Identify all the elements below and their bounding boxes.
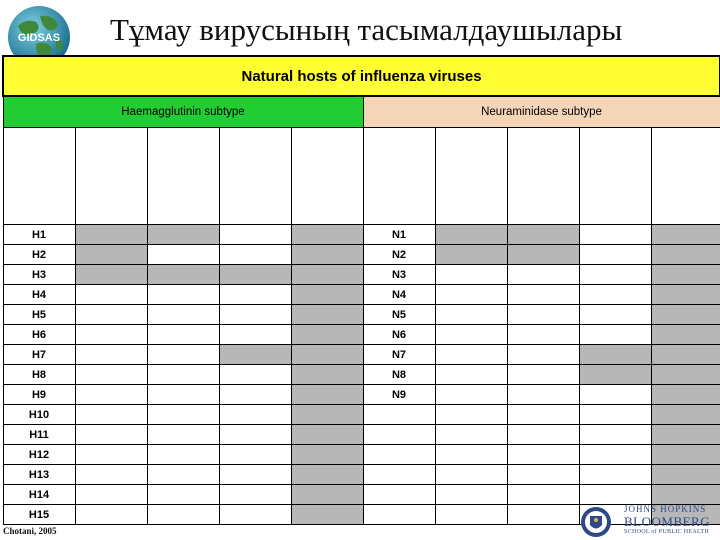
hosts-table bbox=[2, 55, 720, 525]
ha-host-cell bbox=[291, 365, 363, 385]
na-host-cell bbox=[435, 225, 507, 245]
na-host-cell bbox=[579, 485, 651, 505]
na-subtype-label: N7 bbox=[363, 345, 435, 365]
ha-host-cell bbox=[219, 245, 291, 265]
na-subtype-label: N6 bbox=[363, 325, 435, 345]
na-host-cell bbox=[435, 485, 507, 505]
seal-icon bbox=[576, 505, 620, 540]
host-label-cell bbox=[3, 128, 75, 225]
slide-title: Тұмау вирусының тасымалдаушылары bbox=[110, 12, 623, 47]
na-subtype-label bbox=[363, 485, 435, 505]
na-subtype-label: N1 bbox=[363, 225, 435, 245]
ha-host-cell bbox=[219, 345, 291, 365]
ha-host-cell bbox=[147, 465, 219, 485]
ha-host-cell bbox=[219, 365, 291, 385]
host-image-cell bbox=[291, 128, 363, 225]
na-host-cell bbox=[579, 345, 651, 365]
host-image-cell bbox=[579, 128, 651, 225]
ha-host-cell bbox=[291, 425, 363, 445]
ha-subtype-label: H12 bbox=[3, 445, 75, 465]
ha-host-cell bbox=[219, 445, 291, 465]
logo-text: GIDSAS bbox=[17, 32, 61, 44]
table-row bbox=[3, 325, 720, 345]
na-header: Neuraminidase subtype bbox=[363, 96, 720, 128]
na-host-cell bbox=[651, 405, 720, 425]
ha-host-cell bbox=[147, 365, 219, 385]
na-host-cell bbox=[651, 265, 720, 285]
na-subtype-label: N8 bbox=[363, 365, 435, 385]
table-row bbox=[3, 285, 720, 305]
ha-host-cell bbox=[219, 425, 291, 445]
ha-host-cell bbox=[75, 405, 147, 425]
ha-host-cell bbox=[147, 505, 219, 525]
ha-host-cell bbox=[291, 465, 363, 485]
na-host-cell bbox=[435, 385, 507, 405]
ha-host-cell bbox=[75, 325, 147, 345]
na-host-cell bbox=[579, 365, 651, 385]
ha-header: Haemagglutinin subtype bbox=[3, 96, 363, 128]
ha-host-cell bbox=[147, 265, 219, 285]
table-title-row bbox=[3, 56, 720, 96]
na-host-cell bbox=[579, 405, 651, 425]
ha-subtype-label: H6 bbox=[3, 325, 75, 345]
jh-line2: BLOOMBERG bbox=[624, 514, 711, 529]
na-host-cell bbox=[579, 385, 651, 405]
na-host-cell bbox=[579, 425, 651, 445]
ha-host-cell bbox=[291, 505, 363, 525]
source-credit: Chotani, 2005 bbox=[3, 526, 57, 536]
ha-host-cell bbox=[219, 305, 291, 325]
na-host-cell bbox=[651, 445, 720, 465]
ha-host-cell bbox=[219, 385, 291, 405]
ha-subtype-label: H5 bbox=[3, 305, 75, 325]
na-subtype-label bbox=[363, 405, 435, 425]
na-host-cell bbox=[579, 465, 651, 485]
ha-host-cell bbox=[219, 485, 291, 505]
ha-subtype-label: H10 bbox=[3, 405, 75, 425]
ha-subtype-label: H9 bbox=[3, 385, 75, 405]
ha-subtype-label: H2 bbox=[3, 245, 75, 265]
ha-host-cell bbox=[75, 345, 147, 365]
ha-host-cell bbox=[75, 425, 147, 445]
ha-host-cell bbox=[147, 245, 219, 265]
ha-host-cell bbox=[147, 405, 219, 425]
na-host-cell bbox=[435, 265, 507, 285]
na-host-cell bbox=[651, 485, 720, 505]
na-host-cell bbox=[435, 305, 507, 325]
na-host-cell bbox=[579, 265, 651, 285]
host-image-cell bbox=[147, 128, 219, 225]
ha-subtype-label: H3 bbox=[3, 265, 75, 285]
ha-host-cell bbox=[147, 225, 219, 245]
na-host-cell bbox=[507, 245, 579, 265]
na-host-cell bbox=[507, 505, 579, 525]
ha-host-cell bbox=[219, 405, 291, 425]
ha-host-cell bbox=[75, 285, 147, 305]
na-subtype-label: N9 bbox=[363, 385, 435, 405]
ha-host-cell bbox=[75, 265, 147, 285]
ha-host-cell bbox=[147, 485, 219, 505]
table-row bbox=[3, 245, 720, 265]
na-subtype-label bbox=[363, 445, 435, 465]
ha-host-cell bbox=[147, 385, 219, 405]
na-host-cell bbox=[651, 365, 720, 385]
na-host-cell bbox=[435, 285, 507, 305]
na-host-cell bbox=[651, 245, 720, 265]
table-row bbox=[3, 265, 720, 285]
ha-subtype-label: H13 bbox=[3, 465, 75, 485]
host-image-cell bbox=[435, 128, 507, 225]
na-host-cell bbox=[507, 365, 579, 385]
ha-host-cell bbox=[75, 485, 147, 505]
subtype-header-row bbox=[3, 96, 720, 128]
ha-host-cell bbox=[291, 445, 363, 465]
ha-subtype-label: H4 bbox=[3, 285, 75, 305]
ha-host-cell bbox=[291, 405, 363, 425]
ha-host-cell bbox=[75, 225, 147, 245]
ha-host-cell bbox=[147, 425, 219, 445]
na-host-cell bbox=[507, 265, 579, 285]
ha-subtype-label: H11 bbox=[3, 425, 75, 445]
ha-host-cell bbox=[291, 385, 363, 405]
na-host-cell bbox=[507, 405, 579, 425]
table-row bbox=[3, 445, 720, 465]
ha-host-cell bbox=[147, 445, 219, 465]
table-row bbox=[3, 465, 720, 485]
ha-host-cell bbox=[219, 225, 291, 245]
ha-host-cell bbox=[219, 285, 291, 305]
ha-host-cell bbox=[291, 285, 363, 305]
table-row bbox=[3, 485, 720, 505]
ha-host-cell bbox=[75, 505, 147, 525]
na-host-cell bbox=[579, 225, 651, 245]
ha-host-cell bbox=[219, 325, 291, 345]
ha-host-cell bbox=[291, 325, 363, 345]
ha-host-cell bbox=[291, 305, 363, 325]
host-label-cell bbox=[363, 128, 435, 225]
ha-host-cell bbox=[75, 445, 147, 465]
ha-host-cell bbox=[75, 465, 147, 485]
table-row bbox=[3, 365, 720, 385]
na-subtype-label: N3 bbox=[363, 265, 435, 285]
host-image-cell bbox=[507, 128, 579, 225]
host-image-cell bbox=[219, 128, 291, 225]
na-host-cell bbox=[435, 345, 507, 365]
na-host-cell bbox=[651, 285, 720, 305]
na-host-cell bbox=[507, 305, 579, 325]
na-host-cell bbox=[507, 225, 579, 245]
na-host-cell bbox=[651, 385, 720, 405]
na-host-cell bbox=[435, 425, 507, 445]
na-host-cell bbox=[651, 425, 720, 445]
ha-host-cell bbox=[291, 485, 363, 505]
jh-line3: SCHOOL of PUBLIC HEALTH bbox=[624, 529, 709, 535]
host-image-cell bbox=[651, 128, 720, 225]
na-host-cell bbox=[579, 325, 651, 345]
na-host-cell bbox=[507, 465, 579, 485]
na-host-cell bbox=[507, 485, 579, 505]
na-subtype-label bbox=[363, 465, 435, 485]
table-row bbox=[3, 345, 720, 365]
na-host-cell bbox=[507, 285, 579, 305]
na-host-cell bbox=[435, 445, 507, 465]
ha-host-cell bbox=[75, 305, 147, 325]
table-title: Natural hosts of influenza viruses bbox=[3, 56, 720, 96]
na-host-cell bbox=[579, 445, 651, 465]
na-subtype-label bbox=[363, 425, 435, 445]
ha-host-cell bbox=[291, 345, 363, 365]
table-row bbox=[3, 385, 720, 405]
hosts-table-wrap bbox=[2, 55, 719, 525]
host-image-row bbox=[3, 128, 720, 225]
ha-host-cell bbox=[219, 465, 291, 485]
table-row bbox=[3, 425, 720, 445]
na-host-cell bbox=[579, 285, 651, 305]
na-host-cell bbox=[651, 345, 720, 365]
table-row bbox=[3, 225, 720, 245]
ha-host-cell bbox=[147, 325, 219, 345]
ha-subtype-label: H15 bbox=[3, 505, 75, 525]
ha-host-cell bbox=[219, 505, 291, 525]
ha-subtype-label: H7 bbox=[3, 345, 75, 365]
ha-host-cell bbox=[291, 265, 363, 285]
ha-host-cell bbox=[147, 345, 219, 365]
na-host-cell bbox=[435, 405, 507, 425]
na-host-cell bbox=[435, 245, 507, 265]
ha-host-cell bbox=[75, 245, 147, 265]
na-host-cell bbox=[651, 325, 720, 345]
na-host-cell bbox=[435, 325, 507, 345]
ha-host-cell bbox=[291, 245, 363, 265]
ha-host-cell bbox=[219, 265, 291, 285]
na-host-cell bbox=[507, 385, 579, 405]
jh-line1: JOHNS HOPKINS bbox=[624, 504, 707, 514]
na-host-cell bbox=[507, 345, 579, 365]
na-host-cell bbox=[435, 365, 507, 385]
ha-host-cell bbox=[147, 285, 219, 305]
ha-subtype-label: H8 bbox=[3, 365, 75, 385]
ha-subtype-label: H14 bbox=[3, 485, 75, 505]
na-host-cell bbox=[507, 325, 579, 345]
ha-host-cell bbox=[291, 225, 363, 245]
na-host-cell bbox=[579, 305, 651, 325]
na-host-cell bbox=[579, 245, 651, 265]
na-host-cell bbox=[651, 305, 720, 325]
ha-host-cell bbox=[147, 305, 219, 325]
na-subtype-label: N4 bbox=[363, 285, 435, 305]
na-host-cell bbox=[651, 465, 720, 485]
na-host-cell bbox=[507, 445, 579, 465]
na-host-cell bbox=[435, 505, 507, 525]
na-subtype-label bbox=[363, 505, 435, 525]
johns-hopkins-logo bbox=[576, 505, 720, 540]
table-row bbox=[3, 405, 720, 425]
ha-host-cell bbox=[75, 385, 147, 405]
ha-host-cell bbox=[75, 365, 147, 385]
na-host-cell bbox=[651, 225, 720, 245]
na-host-cell bbox=[507, 425, 579, 445]
na-subtype-label: N2 bbox=[363, 245, 435, 265]
table-row bbox=[3, 305, 720, 325]
ha-subtype-label: H1 bbox=[3, 225, 75, 245]
na-host-cell bbox=[435, 465, 507, 485]
host-image-cell bbox=[75, 128, 147, 225]
na-subtype-label: N5 bbox=[363, 305, 435, 325]
